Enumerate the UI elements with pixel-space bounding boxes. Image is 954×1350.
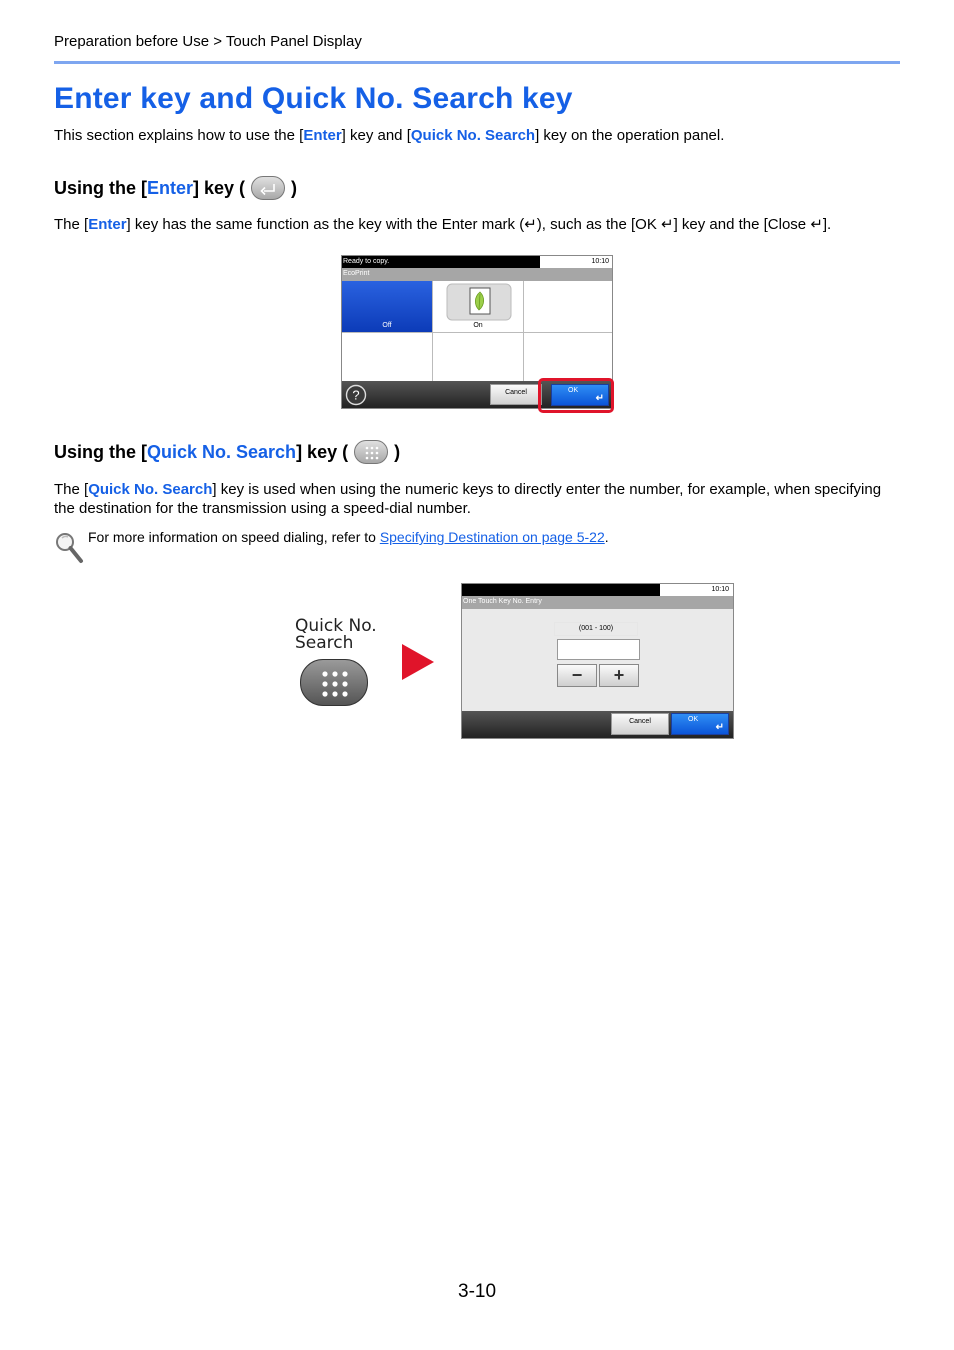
quick-no-key-label: Quick No. Search	[295, 616, 377, 653]
destination-link[interactable]: Specifying Destination on page 5-22	[379, 529, 605, 545]
ecoprint-leaf-icon	[446, 283, 512, 321]
cancel-button[interactable]: Cancel	[611, 713, 669, 735]
clock: 10:10	[711, 586, 729, 593]
intro-quick-key: Quick No. Search	[410, 127, 536, 144]
return-icon: ↵	[715, 722, 724, 733]
keypad-icon	[301, 660, 369, 707]
cancel-button[interactable]: Cancel	[490, 384, 542, 405]
grid-cell-empty	[433, 333, 524, 383]
status-bar	[342, 256, 613, 268]
option-off[interactable]: Off	[342, 281, 433, 333]
range-hint: (001 - 100)	[554, 622, 638, 636]
section-heading-enter: Using the [ Enter ] key ( )	[54, 176, 297, 200]
page-number: 3-10	[458, 1281, 497, 1302]
intro-enter-key: Enter	[303, 127, 342, 144]
arrow-right-icon	[401, 643, 435, 681]
breadcrumb: Preparation before Use > Touch Panel Display	[54, 33, 362, 50]
screen-title: One Touch Key No. Entry	[462, 596, 734, 609]
touch-panel-one-touch-entry	[461, 583, 734, 739]
status-bar	[462, 584, 734, 596]
svg-text:?: ?	[352, 387, 360, 403]
header-rule	[54, 61, 900, 64]
grid-cell-empty	[524, 281, 613, 333]
enter-key-icon	[251, 176, 285, 200]
option-on[interactable]: On	[433, 281, 524, 333]
note-text: For more information on speed dialing, refer to Specifying Destination on page 5-22.	[88, 529, 609, 545]
ok-button[interactable]: OK ↵	[671, 713, 729, 735]
return-icon: ↵	[595, 393, 604, 404]
intro-paragraph: This section explains how to use the [Enter] key and [Quick No. Search] key on the operation panel.	[54, 127, 725, 144]
grid-cell-empty	[342, 333, 433, 383]
section-heading-quick: Using the [ Quick No. Search ] key ( )	[54, 440, 400, 464]
bottom-bar	[462, 711, 734, 738]
keypad-icon	[354, 440, 388, 464]
screen-title: EcoPrint	[342, 268, 613, 281]
status-text: Ready to copy.	[342, 256, 540, 268]
quick-no-search-key[interactable]	[300, 659, 368, 706]
ok-button[interactable]: OK ↵	[551, 384, 609, 406]
number-input[interactable]	[557, 639, 640, 660]
magnifier-icon	[54, 531, 84, 565]
grid-cell-empty	[524, 333, 613, 383]
page-title: Enter key and Quick No. Search key	[54, 82, 573, 115]
quick-paragraph: The [Quick No. Search] key is used when using the numeric keys to directly enter the number, for example, when specifying the destination for the transmission using a speed-dial number.	[54, 481, 882, 517]
plus-button[interactable]: +	[599, 664, 639, 687]
enter-paragraph: The [Enter] key has the same function as the key with the Enter mark (↵), such as the [OK ↵] key and the [Close ↵].	[54, 216, 832, 233]
ok-highlight-frame	[538, 378, 614, 413]
minus-button[interactable]: −	[557, 664, 597, 687]
status-text	[462, 584, 660, 596]
help-icon[interactable]	[345, 384, 367, 406]
clock: 10:10	[591, 258, 609, 265]
